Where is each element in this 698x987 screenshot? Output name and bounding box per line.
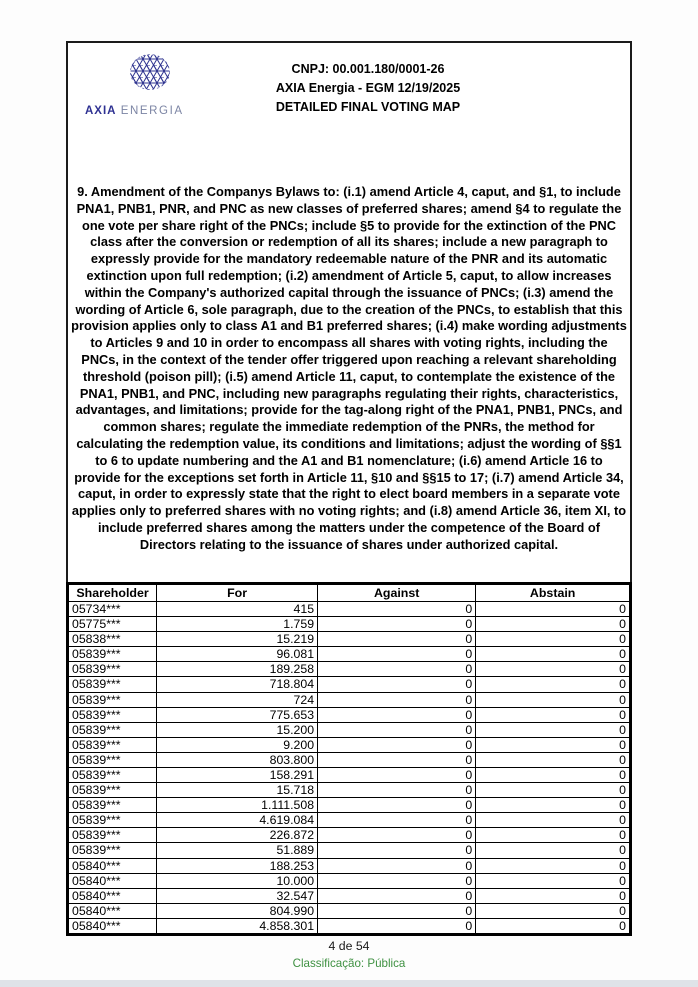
vote-count-cell: 0 bbox=[476, 858, 630, 873]
table-row bbox=[69, 843, 630, 858]
table-row bbox=[69, 798, 630, 813]
shareholder-cell: 05775*** bbox=[69, 617, 157, 632]
table-row bbox=[69, 722, 630, 737]
voting-table-body bbox=[69, 601, 630, 933]
vote-count-cell: 15.219 bbox=[157, 632, 318, 647]
vote-count-cell: 0 bbox=[318, 918, 476, 933]
vote-count-cell: 0 bbox=[476, 767, 630, 782]
vote-count-cell: 415 bbox=[157, 601, 318, 616]
vote-count-cell: 0 bbox=[476, 813, 630, 828]
vote-count-cell: 0 bbox=[476, 873, 630, 888]
shareholder-cell: 05839*** bbox=[69, 798, 157, 813]
table-row bbox=[69, 858, 630, 873]
meeting-line: AXIA Energia - EGM 12/19/2025 bbox=[275, 81, 461, 95]
table-row bbox=[69, 752, 630, 767]
vote-count-cell: 4.619.084 bbox=[157, 813, 318, 828]
vote-count-cell: 0 bbox=[476, 601, 630, 616]
vote-count-cell: 0 bbox=[476, 903, 630, 918]
vote-count-cell: 0 bbox=[318, 601, 476, 616]
table-row bbox=[69, 692, 630, 707]
shareholder-cell: 05840*** bbox=[69, 888, 157, 903]
vote-count-cell: 15.718 bbox=[157, 783, 318, 798]
vote-count-cell: 9.200 bbox=[157, 737, 318, 752]
table-row bbox=[69, 813, 630, 828]
vote-count-cell: 0 bbox=[476, 888, 630, 903]
vote-count-cell: 0 bbox=[318, 783, 476, 798]
table-row bbox=[69, 903, 630, 918]
vote-count-cell: 804.990 bbox=[157, 903, 318, 918]
shareholder-cell: 05839*** bbox=[69, 707, 157, 722]
shareholder-cell: 05839*** bbox=[69, 677, 157, 692]
table-header-row bbox=[69, 584, 630, 601]
logo-text-axia: AXIA bbox=[85, 105, 117, 117]
shareholder-cell: 05839*** bbox=[69, 828, 157, 843]
table-row bbox=[69, 632, 630, 647]
vote-count-cell: 0 bbox=[318, 632, 476, 647]
shareholder-cell: 05839*** bbox=[69, 737, 157, 752]
vote-count-cell: 189.258 bbox=[157, 662, 318, 677]
table-row bbox=[69, 677, 630, 692]
vote-count-cell: 0 bbox=[476, 617, 630, 632]
column-header-against: Against bbox=[318, 584, 476, 601]
bottom-edge-band bbox=[0, 980, 698, 987]
vote-count-cell: 0 bbox=[318, 903, 476, 918]
vote-count-cell: 0 bbox=[476, 918, 630, 933]
vote-count-cell: 0 bbox=[476, 662, 630, 677]
vote-count-cell: 0 bbox=[318, 737, 476, 752]
vote-count-cell: 0 bbox=[318, 873, 476, 888]
vote-count-cell: 0 bbox=[318, 662, 476, 677]
shareholder-cell: 05839*** bbox=[69, 752, 157, 767]
table-row bbox=[69, 662, 630, 677]
logo-text-energia: ENERGIA bbox=[120, 105, 184, 117]
vote-count-cell: 718.804 bbox=[157, 677, 318, 692]
vote-count-cell: 0 bbox=[476, 737, 630, 752]
column-header-shareholder: Shareholder bbox=[69, 584, 157, 601]
vote-count-cell: 188.253 bbox=[157, 858, 318, 873]
classification-label: Classificação: Pública bbox=[292, 957, 406, 970]
shareholder-cell: 05839*** bbox=[69, 813, 157, 828]
table-row bbox=[69, 918, 630, 933]
vote-count-cell: 96.081 bbox=[157, 647, 318, 662]
shareholder-cell: 05840*** bbox=[69, 858, 157, 873]
column-header-abstain: Abstain bbox=[476, 584, 630, 601]
document-title: DETAILED FINAL VOTING MAP bbox=[275, 100, 461, 114]
vote-count-cell: 724 bbox=[157, 692, 318, 707]
shareholder-cell: 05840*** bbox=[69, 873, 157, 888]
table-row bbox=[69, 601, 630, 616]
table-row bbox=[69, 737, 630, 752]
shareholder-cell: 05839*** bbox=[69, 692, 157, 707]
shareholder-cell: 05839*** bbox=[69, 722, 157, 737]
table-row bbox=[69, 647, 630, 662]
vote-count-cell: 0 bbox=[318, 707, 476, 722]
vote-count-cell: 0 bbox=[318, 722, 476, 737]
vote-count-cell: 15.200 bbox=[157, 722, 318, 737]
vote-count-cell: 0 bbox=[318, 888, 476, 903]
shareholder-cell: 05840*** bbox=[69, 903, 157, 918]
vote-count-cell: 0 bbox=[476, 647, 630, 662]
vote-count-cell: 0 bbox=[318, 647, 476, 662]
vote-count-cell: 10.000 bbox=[157, 873, 318, 888]
voting-table-container bbox=[66, 582, 632, 936]
cnpj-line: CNPJ: 00.001.180/0001-26 bbox=[291, 62, 445, 76]
vote-count-cell: 0 bbox=[318, 692, 476, 707]
vote-count-cell: 775.653 bbox=[157, 707, 318, 722]
vote-count-cell: 0 bbox=[318, 858, 476, 873]
vote-count-cell: 0 bbox=[476, 707, 630, 722]
vote-count-cell: 0 bbox=[318, 752, 476, 767]
vote-count-cell: 0 bbox=[476, 722, 630, 737]
vote-count-cell: 0 bbox=[476, 843, 630, 858]
table-row bbox=[69, 767, 630, 782]
vote-count-cell: 0 bbox=[318, 617, 476, 632]
vote-count-cell: 0 bbox=[476, 752, 630, 767]
table-row bbox=[69, 617, 630, 632]
vote-count-cell: 0 bbox=[318, 813, 476, 828]
vote-count-cell: 4.858.301 bbox=[157, 918, 318, 933]
column-header-for: For bbox=[157, 584, 318, 601]
vote-count-cell: 32.547 bbox=[157, 888, 318, 903]
shareholder-cell: 05839*** bbox=[69, 843, 157, 858]
vote-count-cell: 0 bbox=[476, 677, 630, 692]
shareholder-cell: 05839*** bbox=[69, 647, 157, 662]
vote-count-cell: 0 bbox=[476, 632, 630, 647]
shareholder-cell: 05839*** bbox=[69, 783, 157, 798]
document-page bbox=[66, 41, 632, 936]
agenda-item-9-text: 9. Amendment of the Companys Bylaws to: (i.1) amend Article 4, caput, and §1, to include PNA1, PNB1, PNR, and PNC as new classes of preferred shares; amend §4 to regulate the one vote per share right of the PNCs; include §5 to provide for the extinction of the PNC class after the conversion or redemption of all its shares; include a new paragraph to expressly provide for the mandatory redeemable nature of the PNR and its automatic extinction upon full redemption; (i.2) amendment of Article 5, caput, to allow increases within the Company's authorized capital through the issuance of PNCs; (i.3) amend the wording of Article 6, sole paragraph, due to the creation of the PNCs, to establish that this provision applies only to class A1 and B1 preferred shares; (i.4) make wording adjustments to Articles 9 and 10 in order to encompass all shares with voting rights, including the PNCs, in the context of the tender offer triggered upon reaching a relevant shareholding threshold (poison pill); (i.5) amend Article 11, caput, to contemplate the existence of the PNA1, PNB1, and PNC, including new paragraphs regulating their rights, characteristics, advantages, and limitations; provide for the tag-along right of the PNA1, PNB1, PNCs, and common shares; regulate the immediate redemption of the PNRs, the method for calculating the redemption value, its conditions and limitations; adjust the wording of §§1 to 6 to update numbering and the A1 and B1 nomenclature; (i.6) amend Article 16 to provide for the exceptions set forth in Article 11, §10 and §§15 to 17; (i.7) amend Article 34, caput, in order to expressly state that the right to elect board members in a separate vote applies only to preferred shares with no voting rights; and (i.8) amend Article 36, item XI, to include preferred shares among the matters under the competence of the Board of Directors relating to the issuance of shares under authorized capital. bbox=[71, 184, 627, 552]
table-row bbox=[69, 783, 630, 798]
vote-count-cell: 1.759 bbox=[157, 617, 318, 632]
voting-table bbox=[68, 584, 630, 934]
vote-count-cell: 0 bbox=[318, 843, 476, 858]
shareholder-cell: 05838*** bbox=[69, 632, 157, 647]
shareholder-cell: 05840*** bbox=[69, 918, 157, 933]
vote-count-cell: 51.889 bbox=[157, 843, 318, 858]
vote-count-cell: 803.800 bbox=[157, 752, 318, 767]
vote-count-cell: 0 bbox=[318, 677, 476, 692]
table-row bbox=[69, 828, 630, 843]
shareholder-cell: 05839*** bbox=[69, 767, 157, 782]
shareholder-cell: 05734*** bbox=[69, 601, 157, 616]
vote-count-cell: 1.111.508 bbox=[157, 798, 318, 813]
vote-count-cell: 0 bbox=[476, 783, 630, 798]
table-row bbox=[69, 707, 630, 722]
vote-count-cell: 0 bbox=[318, 767, 476, 782]
table-row bbox=[69, 888, 630, 903]
vote-count-cell: 0 bbox=[476, 692, 630, 707]
table-row bbox=[69, 873, 630, 888]
shareholder-cell: 05839*** bbox=[69, 662, 157, 677]
vote-count-cell: 0 bbox=[318, 798, 476, 813]
vote-count-cell: 226.872 bbox=[157, 828, 318, 843]
page-number: 4 de 54 bbox=[328, 939, 370, 953]
vote-count-cell: 0 bbox=[318, 828, 476, 843]
vote-count-cell: 158.291 bbox=[157, 767, 318, 782]
vote-count-cell: 0 bbox=[476, 798, 630, 813]
document-header bbox=[68, 60, 630, 117]
vote-count-cell: 0 bbox=[476, 828, 630, 843]
